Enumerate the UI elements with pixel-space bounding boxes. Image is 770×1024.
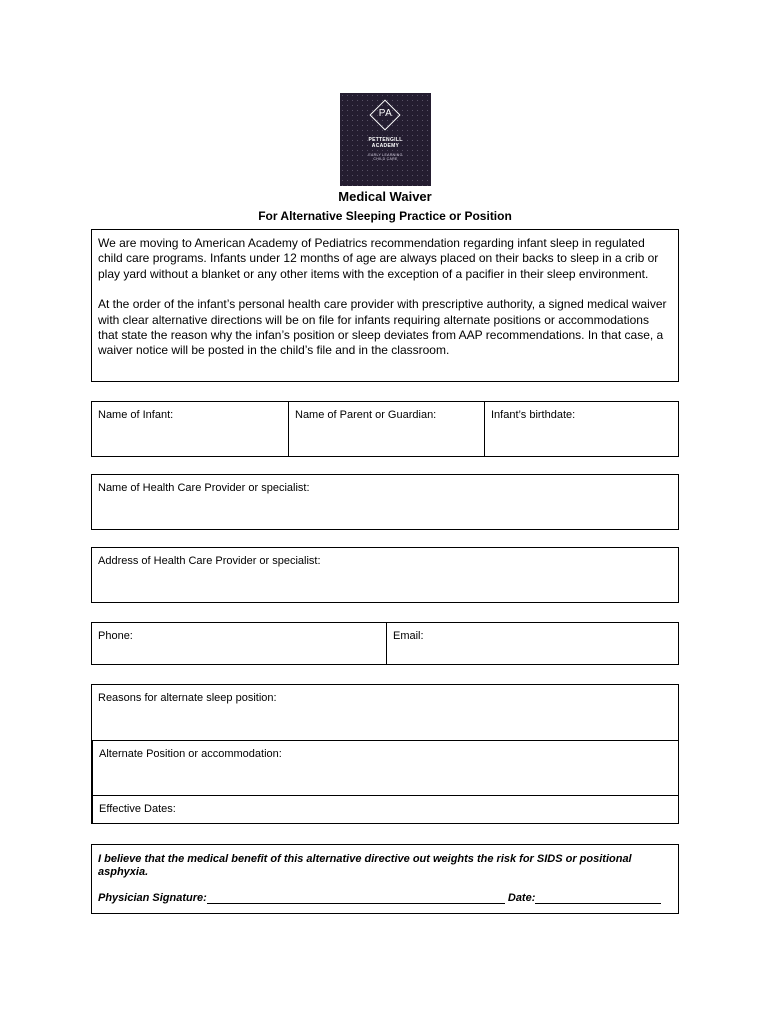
physician-attestation-box <box>91 844 679 914</box>
infant-info-row <box>91 401 679 457</box>
provider-name-field[interactable]: Name of Health Care Provider or specialist: <box>98 482 310 494</box>
phone-field[interactable]: Phone: <box>98 630 133 642</box>
effective-dates-field[interactable]: Effective Dates: <box>92 796 678 823</box>
academy-logo <box>340 93 431 186</box>
signature-line <box>98 891 672 904</box>
sleep-details-box <box>91 684 679 824</box>
parent-name-field[interactable]: Name of Parent or Guardian: <box>288 402 484 456</box>
birthdate-field[interactable]: Infant’s birthdate: <box>484 402 678 456</box>
date-field[interactable] <box>535 891 661 904</box>
provider-address-field[interactable]: Address of Health Care Provider or specialist: <box>98 555 321 567</box>
logo-name-line2: ACADEMY <box>371 143 400 149</box>
attestation-statement: I believe that the medical benefit of this alternative directive out weights the risk for SIDS or positional asphyxia. <box>98 853 632 878</box>
intro-paragraph-2: At the order of the infant’s personal health care provider with prescriptive authority, a signed medical waiver with clear alternative directions will be on file for infants requiring alternate positions or accommodations that state the reason why the infan’s position or sleep deviates from AAP recommendations. In that case, a waiver notice will be posted in the child’s file and in the classroom. <box>98 297 667 358</box>
document-title: Medical Waiver <box>338 189 432 204</box>
physician-signature-label: Physician Signature: <box>98 892 207 904</box>
intro-box <box>91 229 679 382</box>
logo-monogram: PA <box>378 108 393 119</box>
contact-row <box>91 622 679 665</box>
physician-signature-field[interactable] <box>207 891 505 904</box>
alternate-position-field[interactable]: Alternate Position or accommodation: <box>92 741 678 796</box>
logo-tagline1: EARLY LEARNING <box>368 153 403 157</box>
document-subtitle: For Alternative Sleeping Practice or Position <box>258 209 512 223</box>
provider-name-box <box>91 474 679 530</box>
logo-tagline2: CHILD CARE <box>373 157 398 161</box>
provider-address-box <box>91 547 679 603</box>
date-label: Date: <box>507 892 536 904</box>
reasons-field[interactable]: Reasons for alternate sleep position: <box>92 685 678 741</box>
infant-name-field[interactable]: Name of Infant: <box>98 409 174 421</box>
logo-name-line1: PETTENGILL <box>368 137 403 143</box>
email-field[interactable]: Email: <box>386 623 678 664</box>
intro-paragraph-1: We are moving to American Academy of Pediatrics recommendation regarding infant sleep in regulated child care programs. Infants under 12 months of age are always placed on their backs to sleep in a crib or play yard without a blanket or any other items with the exception of a pacifier in their sleep environment. <box>98 236 659 281</box>
